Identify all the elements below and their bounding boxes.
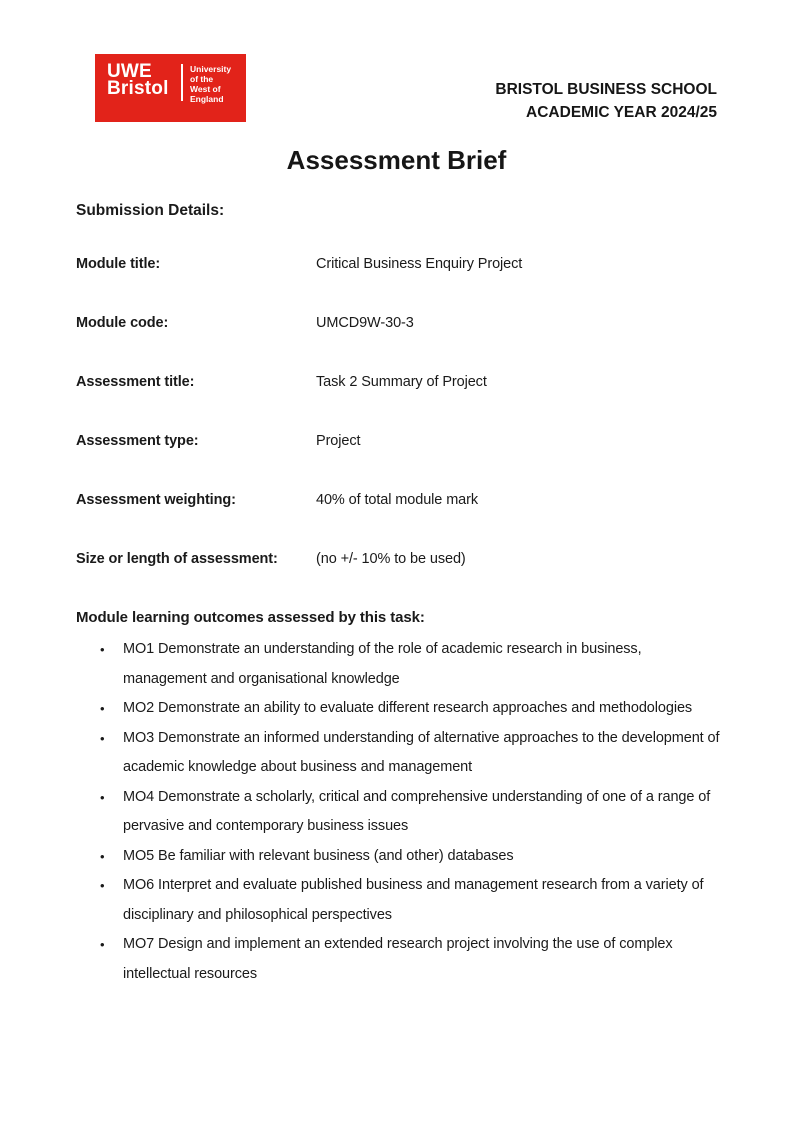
outcome-text: MO1 Demonstrate an understanding of the role of academic research in business, management and organisational knowledge	[123, 641, 642, 687]
field-row-assessment-weighting	[76, 490, 727, 510]
field-label: Assessment type:	[76, 433, 199, 449]
outcome-item-mo4	[76, 783, 727, 842]
field-value: Critical Business Enquiry Project	[316, 256, 523, 272]
outcomes-heading: Module learning outcomes assessed by this task:	[76, 609, 425, 626]
bullet-icon: •	[100, 937, 105, 952]
document-header	[0, 0, 793, 145]
logo-wordmark-line1: UWE	[107, 61, 152, 82]
page-title: Assessment Brief	[286, 145, 507, 175]
outcome-item-mo5	[76, 842, 727, 872]
field-value: UMCD9W-30-3	[316, 315, 414, 331]
document-body	[0, 201, 793, 989]
field-label: Assessment title:	[76, 374, 195, 390]
logo-university-line: University	[190, 64, 232, 74]
logo-university-line: West of	[190, 84, 221, 94]
bullet-icon: •	[100, 878, 105, 893]
bullet-icon: •	[100, 848, 105, 864]
field-label: Module title:	[76, 256, 161, 272]
outcome-text: MO6 Interpret and evaluate published business and management research from a variety of disciplinary and philosophical perspectives	[123, 877, 704, 923]
field-value: 40% of total module mark	[316, 492, 479, 508]
outcome-text: MO4 Demonstrate a scholarly, critical and comprehensive understanding of one of a range of pervasive and contemporary business issues	[123, 788, 711, 834]
field-row-module-code	[76, 313, 727, 333]
submission-details-heading: Submission Details:	[76, 202, 225, 219]
outcome-text: MO5 Be familiar with relevant business (and other) databases	[123, 847, 514, 864]
field-value: Task 2 Summary of Project	[316, 374, 487, 390]
logo-university-name	[190, 63, 231, 122]
field-label: Assessment weighting:	[76, 492, 236, 508]
logo-divider	[181, 64, 183, 101]
field-row-module-title	[76, 254, 727, 274]
outcome-item-mo6	[76, 871, 727, 930]
field-value: Project	[316, 433, 361, 449]
outcome-item-mo2	[76, 694, 727, 724]
field-label: Size or length of assessment:	[76, 551, 278, 567]
outcome-text: MO7 Design and implement an extended research project involving the use of complex intellectual resources	[123, 936, 673, 982]
outcomes-list	[76, 635, 727, 989]
bullet-icon: •	[100, 642, 105, 657]
field-label: Module code:	[76, 315, 169, 331]
logo-wordmark-line2: Bristol	[107, 78, 169, 99]
uwe-bristol-logo	[95, 54, 246, 122]
field-row-size-of-assessment	[76, 549, 727, 569]
bullet-icon: •	[100, 789, 105, 805]
school-name: BRISTOL BUSINESS SCHOOL	[495, 81, 717, 98]
outcome-text: MO2 Demonstrate an ability to evaluate different research approaches and methodologies	[123, 700, 693, 716]
outcome-item-mo7	[76, 930, 727, 989]
logo-wordmark	[107, 63, 181, 122]
outcome-item-mo1	[76, 635, 727, 694]
academic-year: ACADEMIC YEAR 2024/25	[526, 104, 717, 121]
bullet-icon: •	[100, 701, 105, 716]
outcome-text: MO3 Demonstrate an informed understanding of alternative approaches to the development of academic knowledge about business and management	[123, 729, 720, 775]
bullet-icon: •	[100, 730, 105, 746]
field-row-assessment-title	[76, 372, 727, 392]
field-row-assessment-type	[76, 431, 727, 451]
logo-university-line: England	[190, 94, 224, 104]
outcome-item-mo3	[76, 724, 727, 783]
header-text-block	[495, 78, 717, 124]
field-value: (no +/- 10% to be used)	[316, 551, 466, 567]
submission-fields	[76, 254, 727, 569]
logo-university-line: of the	[190, 74, 214, 84]
